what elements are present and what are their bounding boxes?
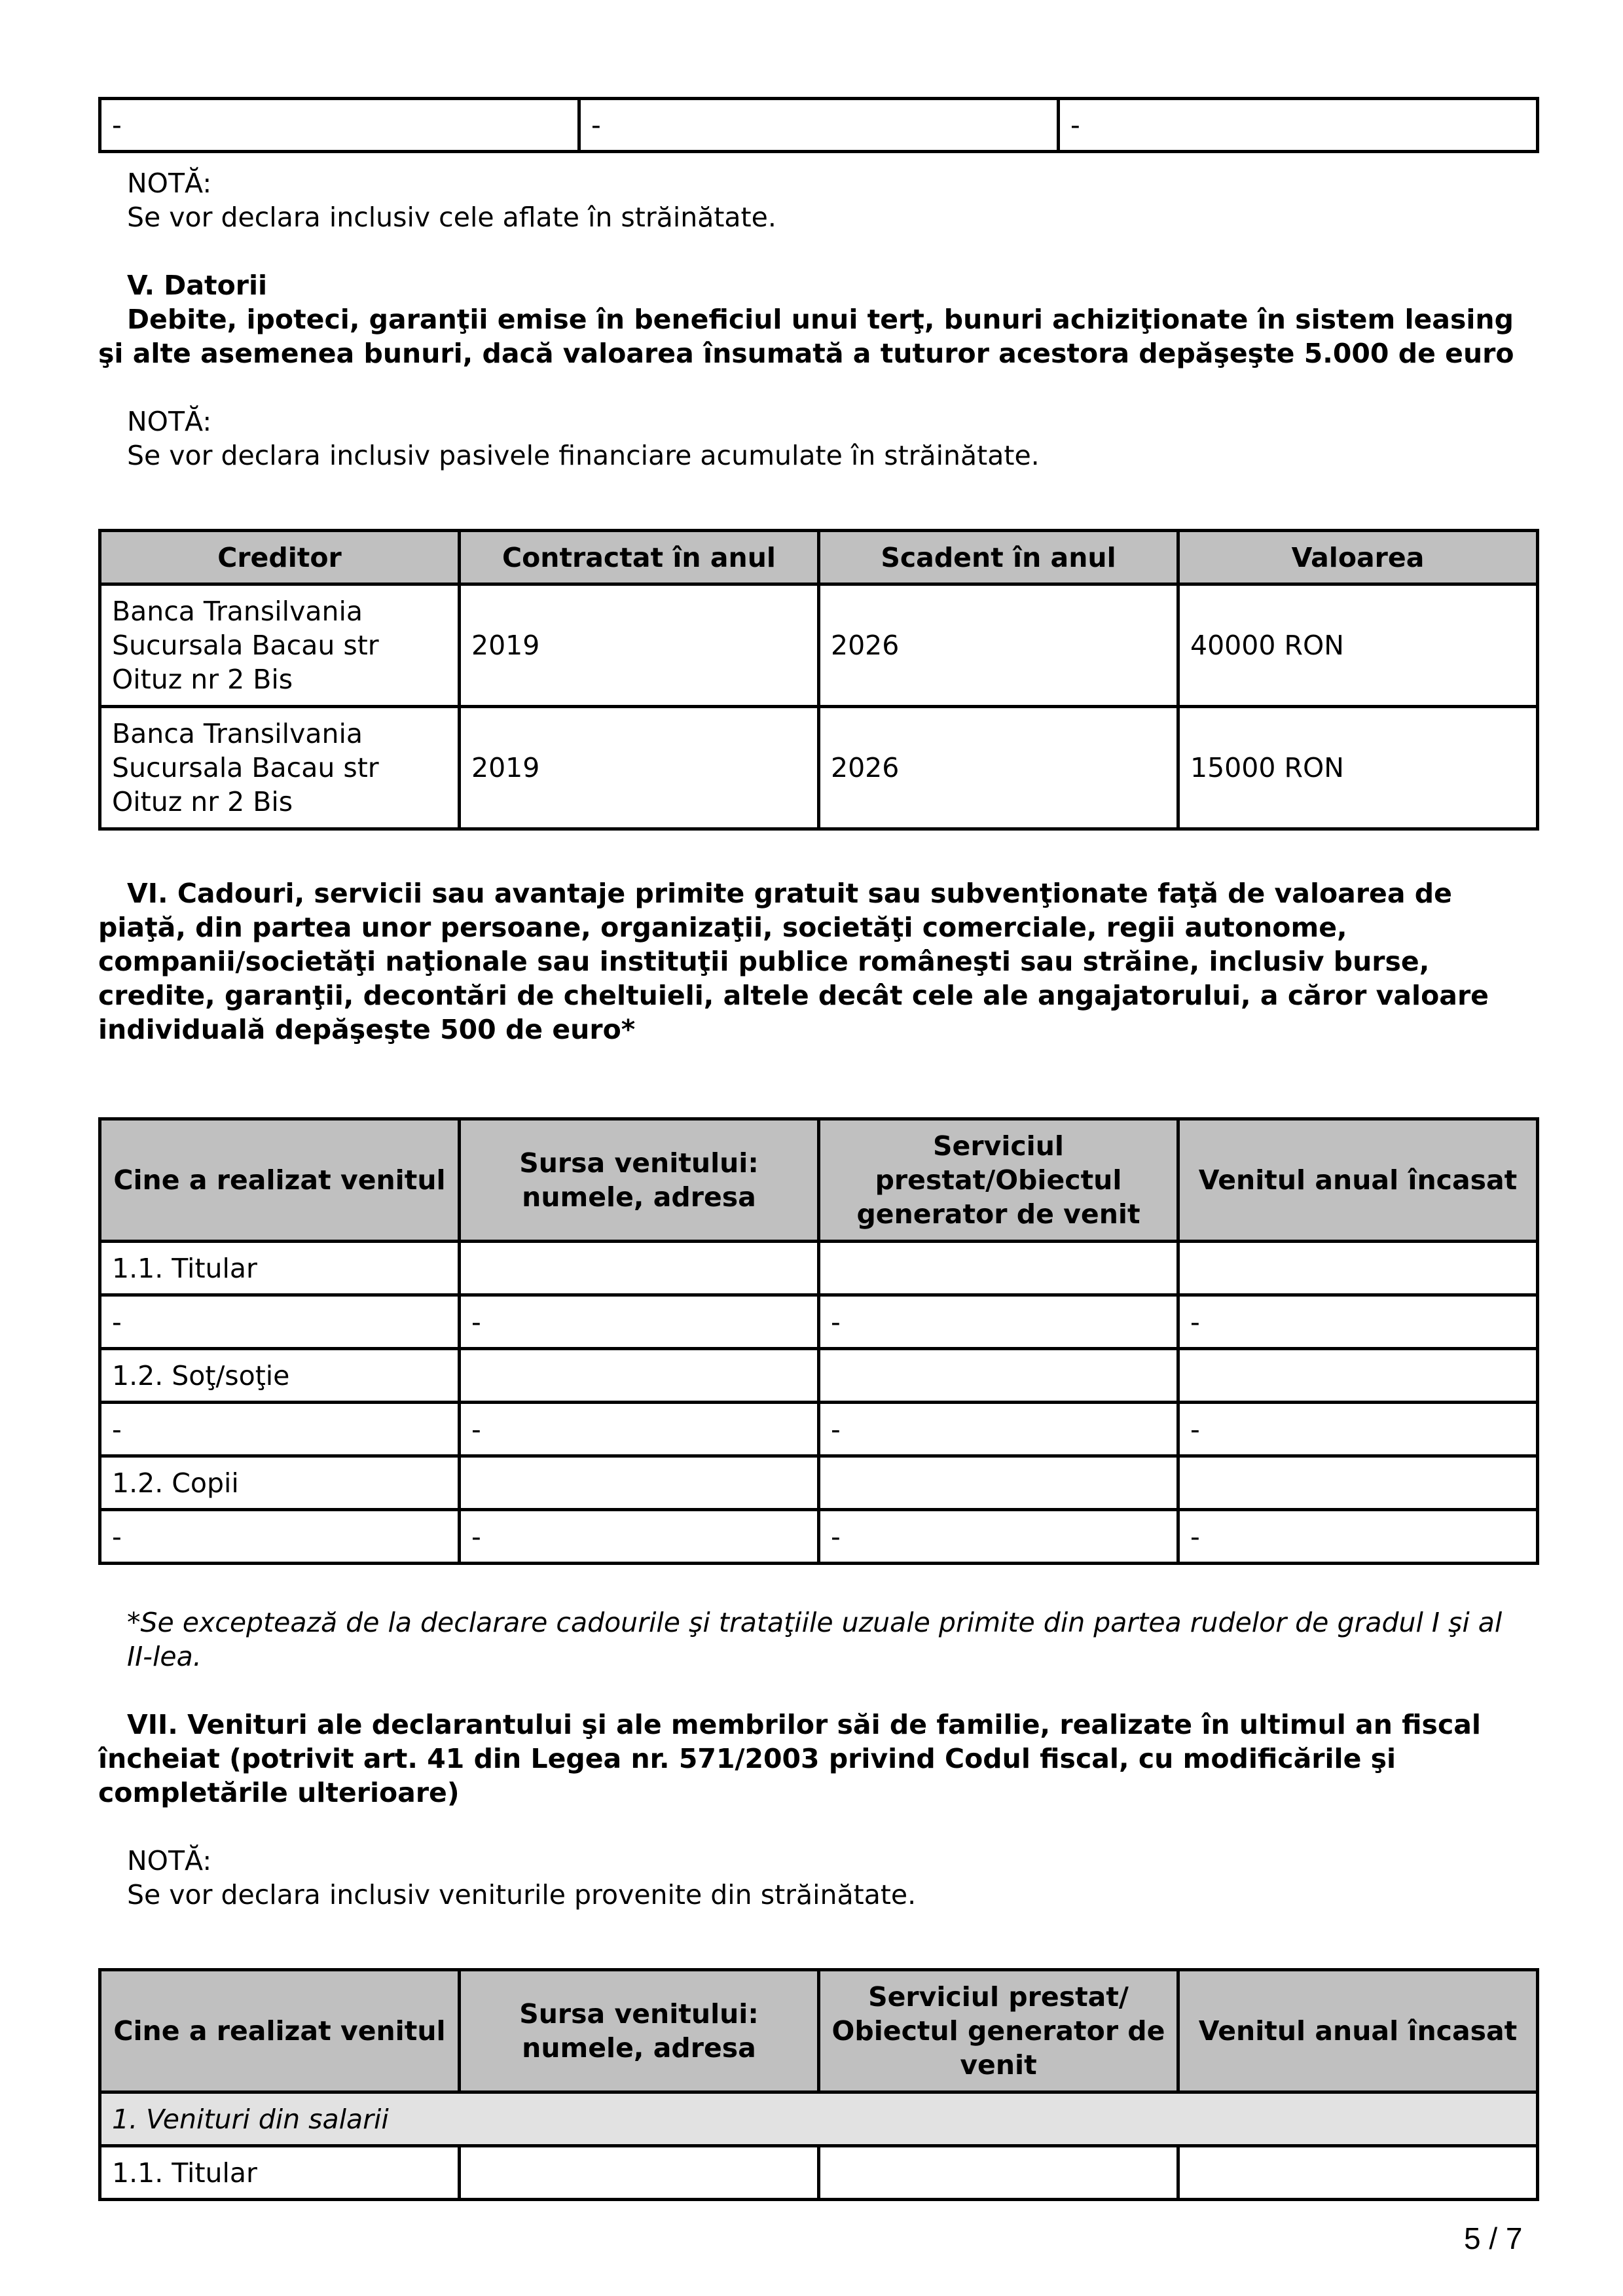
table-cell: - [460,1295,819,1349]
table-row [100,1403,1538,1456]
column-header: Valoarea [1178,531,1538,584]
table-cell: - [100,1403,460,1456]
column-header: Venitul anual încasat [1178,1970,1538,2092]
note-text: Se vor declara inclusiv pasivele financiare acumulate în străinătate. [127,440,1040,471]
table-row [100,1456,1538,1510]
column-header: Cine a realizat venitul [100,1970,460,2092]
debts-table [98,529,1539,831]
table-cell [1178,1242,1538,1295]
column-header: Serviciul prestat/Obiectul generator de venit [819,1119,1178,1242]
column-header: Sursa venitului: numele, adresa [460,1970,819,2092]
top-table [98,97,1539,153]
table-cell: - [100,1295,460,1349]
table-cell [460,2146,819,2200]
table-cell: 1.2. Soţ/soţie [100,1349,460,1403]
table-cell: 15000 RON [1178,707,1538,829]
table-cell: - [579,99,1059,152]
column-header: Contractat în anul [460,531,819,584]
table-cell [819,2146,1178,2200]
column-header: Scadent în anul [819,531,1178,584]
table-cell: 1.1. Titular [100,2146,460,2200]
table-row [100,584,1538,707]
table-cell: 2026 [819,707,1178,829]
note-text: Se vor declara inclusiv veniturile provenite din străinătate. [127,1879,917,1910]
table-cell: 2019 [460,707,819,829]
table-cell: 2019 [460,584,819,707]
note-text: Se vor declara inclusiv cele aflate în străinătate. [127,202,776,233]
note-label: NOTĂ: [127,1845,212,1876]
table-cell [1178,1349,1538,1403]
section-title: VII. Venituri ale declarantului şi ale membrilor săi de familie, realizate în ultimul an fiscal încheiat (potrivit art. 41 din Legea nr. 571/2003 privind Codul fiscal, cu modificările şi completările ulterioare) [98,1709,1481,1808]
group-label: 1. Venituri din salarii [100,2092,1538,2146]
footnote: *Se exceptează de la declarare cadourile şi trataţiile uzuale primite din partea rudelor de gradul I şi al II-lea. [127,1607,1503,1672]
table-cell [819,1456,1178,1510]
table-row [100,707,1538,829]
column-header: Venitul anual încasat [1178,1119,1538,1242]
table-header-row [100,1970,1538,2092]
table-cell [460,1242,819,1295]
table-cell: 1.1. Titular [100,1242,460,1295]
column-header: Creditor [100,531,460,584]
column-header: Serviciul prestat/ Obiectul generator de venit [819,1970,1178,2092]
table-cell: - [460,1510,819,1564]
table-row [100,1295,1538,1349]
table-cell: Banca Transilvania Sucursala Bacau str Oituz nr 2 Bis [100,584,460,707]
section-title: VI. Cadouri, servicii sau avantaje primite gratuit sau subvenţionate faţă de valoarea de piaţă, din partea unor persoane, organizaţii, societăţi comerciale, regii autonome, companii/societăţi naţionale sau instituţii publice româneşti sau străine, inclusiv burse, credite, garanţii, decontări de cheltuieli, altele decât cele ale angajatorului, a căror valoare individuală depăşeşte 500 de euro* [98,878,1489,1045]
table-cell: - [100,99,579,152]
table-cell: Banca Transilvania Sucursala Bacau str Oituz nr 2 Bis [100,707,460,829]
column-header: Cine a realizat venitul [100,1119,460,1242]
table-row [100,1510,1538,1564]
note-label: NOTĂ: [127,168,212,199]
table-row [100,1349,1538,1403]
table-cell [1178,2146,1538,2200]
table-cell: - [460,1403,819,1456]
table-cell [819,1242,1178,1295]
table-cell: - [1178,1295,1538,1349]
table-cell: - [1059,99,1538,152]
table-row [100,1242,1538,1295]
table-header-row [100,1119,1538,1242]
table-cell [460,1349,819,1403]
page-number: 5 / 7 [1464,2221,1523,2255]
document-page [98,97,1536,2201]
table-cell: - [819,1295,1178,1349]
table-cell: - [819,1510,1178,1564]
table-cell: - [1178,1403,1538,1456]
table-row [100,99,1538,152]
section-title: V. Datorii [127,270,268,301]
table-cell: - [1178,1510,1538,1564]
section-subtitle: Debite, ipoteci, garanţii emise în beneficiul unui terţ, bunuri achiziţionate în sistem leasing şi alte asemenea bunuri, dacă valoarea însumată a tuturor acestora depăşeşte 5.000 de euro [98,304,1514,369]
column-header: Sursa venitului: numele, adresa [460,1119,819,1242]
table-cell [819,1349,1178,1403]
table-cell [460,1456,819,1510]
table-cell: - [100,1510,460,1564]
table-group-row [100,2092,1538,2146]
table-cell: - [819,1403,1178,1456]
table-cell: 40000 RON [1178,584,1538,707]
gifts-table [98,1117,1539,1565]
income-table [98,1968,1539,2201]
table-header-row [100,531,1538,584]
table-cell: 1.2. Copii [100,1456,460,1510]
note-label: NOTĂ: [127,406,212,437]
table-cell: 2026 [819,584,1178,707]
table-row [100,2146,1538,2200]
table-cell [1178,1456,1538,1510]
